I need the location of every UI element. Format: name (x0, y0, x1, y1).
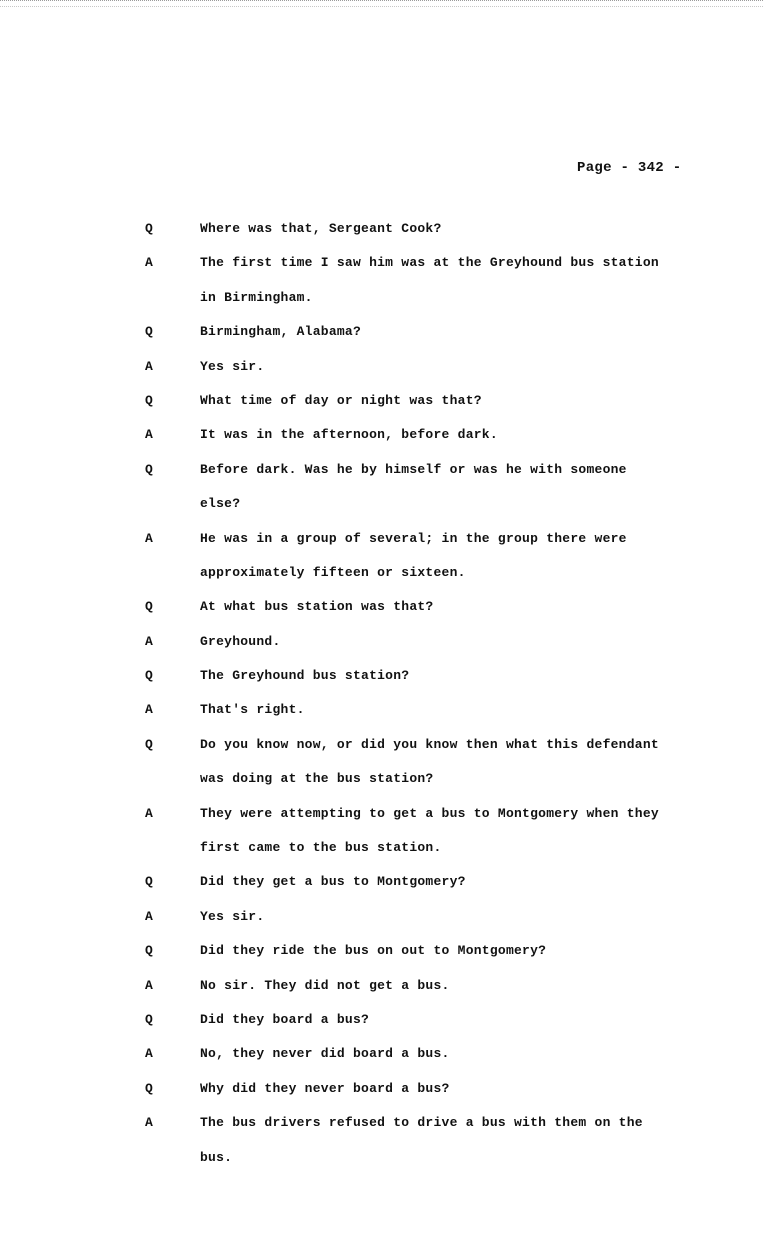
transcript-entry (0, 969, 763, 1003)
answer-text-line: in Birmingham. (200, 289, 313, 305)
question-marker: Q (145, 874, 153, 890)
answer-marker: A (145, 908, 153, 924)
answer-marker: A (145, 530, 153, 546)
question-marker: Q (145, 461, 153, 477)
transcript-entry (0, 315, 763, 349)
answer-text-line: It was in the afternoon, before dark. (200, 427, 498, 443)
question-text-line: Did they board a bus? (200, 1011, 370, 1027)
answer-text-line: No, they never did board a bus. (200, 1046, 450, 1062)
transcript-entry (0, 384, 763, 418)
transcript-entry (0, 1072, 763, 1106)
transcript-entry (0, 625, 763, 659)
transcript-entry (0, 212, 763, 246)
answer-text-line: Yes sir. (200, 358, 265, 374)
answer-marker: A (145, 633, 153, 649)
transcript-entry (0, 728, 763, 797)
question-text-line: Did they get a bus to Montgomery? (200, 874, 466, 890)
question-text-line: else? (200, 496, 241, 512)
transcript-entry (0, 590, 763, 624)
question-marker: Q (145, 1011, 153, 1027)
transcript-entry (0, 659, 763, 693)
transcript-entry (0, 865, 763, 899)
transcript-entry (0, 1037, 763, 1071)
answer-marker: A (145, 805, 153, 821)
question-marker: Q (145, 599, 153, 615)
question-text-line: At what bus station was that? (200, 599, 434, 615)
question-text-line: What time of day or night was that? (200, 392, 482, 408)
transcript-entry (0, 934, 763, 968)
question-marker: Q (145, 943, 153, 959)
answer-text-line: He was in a group of several; in the group there were (200, 530, 627, 546)
answer-text-line: That's right. (200, 702, 305, 718)
page-number: Page - 342 - (577, 160, 682, 176)
answer-text-line: first came to the bus station. (200, 840, 442, 856)
question-marker: Q (145, 1080, 153, 1096)
answer-marker: A (145, 977, 153, 993)
question-text-line: Before dark. Was he by himself or was he with someone (200, 461, 627, 477)
answer-marker: A (145, 702, 153, 718)
answer-text-line: approximately fifteen or sixteen. (200, 564, 466, 580)
transcript-entry (0, 418, 763, 452)
transcript-entry (0, 350, 763, 384)
question-marker: Q (145, 668, 153, 684)
question-marker: Q (145, 392, 153, 408)
transcript-entry (0, 246, 763, 315)
question-marker: Q (145, 324, 153, 340)
answer-marker: A (145, 358, 153, 374)
question-text-line: Did they ride the bus on out to Montgomery? (200, 943, 547, 959)
answer-marker: A (145, 427, 153, 443)
answer-text-line: Yes sir. (200, 908, 265, 924)
transcript (0, 212, 763, 1175)
transcript-entry (0, 522, 763, 591)
answer-text-line: They were attempting to get a bus to Montgomery when they (200, 805, 659, 821)
transcript-entry (0, 693, 763, 727)
answer-marker: A (145, 255, 153, 271)
transcript-entry (0, 797, 763, 866)
transcript-entry (0, 1106, 763, 1175)
answer-text-line: Greyhound. (200, 633, 281, 649)
answer-marker: A (145, 1115, 153, 1131)
question-text-line: Where was that, Sergeant Cook? (200, 221, 442, 236)
question-marker: Q (145, 221, 153, 236)
answer-text-line: bus. (200, 1149, 233, 1165)
question-text-line: Do you know now, or did you know then what this defendant (200, 736, 659, 752)
question-text-line: was doing at the bus station? (200, 771, 434, 787)
transcript-entry (0, 453, 763, 522)
answer-marker: A (145, 1046, 153, 1062)
answer-text-line: No sir. They did not get a bus. (200, 977, 450, 993)
question-text-line: Why did they never board a bus? (200, 1080, 450, 1096)
transcript-entry (0, 1003, 763, 1037)
question-text-line: Birmingham, Alabama? (200, 324, 362, 340)
question-text-line: The Greyhound bus station? (200, 668, 410, 684)
question-marker: Q (145, 736, 153, 752)
answer-text-line: The first time I saw him was at the Greyhound bus station (200, 255, 659, 271)
page-top-edge (0, 0, 763, 7)
transcript-entry (0, 900, 763, 934)
answer-text-line: The bus drivers refused to drive a bus with them on the (200, 1115, 643, 1131)
